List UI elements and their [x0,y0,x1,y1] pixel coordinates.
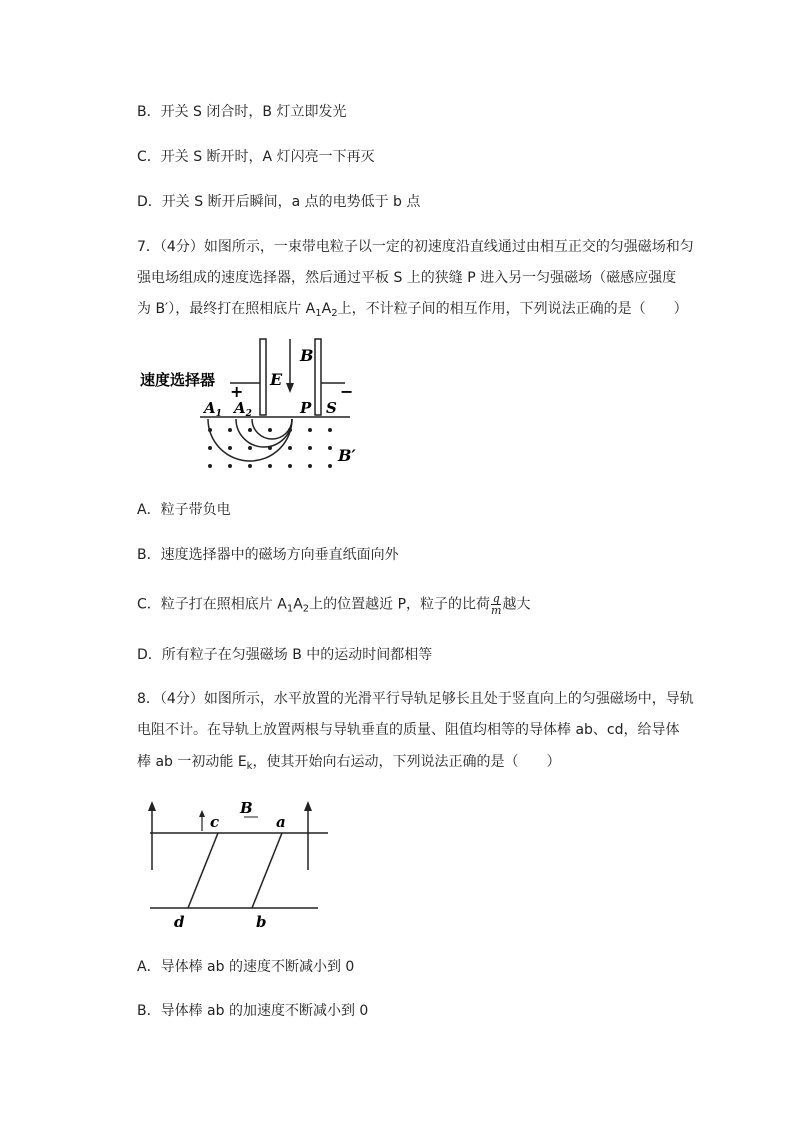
charge-mass-ratio: $\frac{q}{m}$ [491,592,502,617]
q7-option-a: A．粒子带负电 [137,502,231,518]
plus-sign: + [230,382,244,401]
q7-stem-line-3: 为 B′），最终打在照相底片 $A_1A_2$上，不计粒子间的相互作用，下列说法正确的是（ ） [137,301,688,319]
trajectory-large [208,419,292,461]
label-b-rod: b [256,913,267,931]
magnetic-field-dots [208,428,332,468]
minus-sign: − [340,382,354,401]
q6-option-b: B．开关 S 闭合时，B 灯立即发光 [137,104,347,120]
label-d: d [174,913,185,931]
q8-option-b: B．导体棒 ab 的加速度不断减小到 0 [137,1003,369,1019]
label-a: a [276,813,286,831]
label-a1: $A_1$ [204,399,222,419]
velocity-selector-figure [140,335,370,485]
q7-option-d: D．所有粒子在匀强磁场 B 中的运动时间都相等 [137,647,433,663]
label-s: S [326,399,337,417]
label-b-field: B [240,799,253,817]
label-c: c [210,813,220,831]
q8-stem-line-2: 电阻不计。在导轨上放置两根与导轨垂直的质量、阻值均相等的导体棒 ab、cd，给导体 [137,722,680,738]
q8-stem-line-3: 棒 ab 一初动能 $E_k$，使其开始向右运动，下列说法正确的是（ ） [137,754,561,772]
right-plate [315,339,321,415]
q7-stem-line-1: 7．（4分）如图所示，一束带电粒子以一定的初速度沿直线通过由相互正交的匀强磁场和匀 [137,239,694,255]
q7-option-c: C．粒子打在照相底片 $A_1A_2$上的位置越近 P，粒子的比荷 $\frac{q}{m}$ 越大 [137,592,531,617]
label-p: P [300,399,312,417]
q6-option-c: C．开关 S 断开时，A 灯闪亮一下再灭 [137,149,375,165]
label-b-prime: B′ [338,446,356,465]
label-b: B [300,346,314,365]
parallel-rails-figure [140,795,340,935]
rod-cd [188,833,218,908]
q8-stem-line-1: 8．（4分）如图所示，水平放置的光滑平行导轨足够长且处于竖直向上的匀强磁场中，导轨 [137,691,694,707]
label-e: E [270,370,283,389]
trajectory-medium [236,419,292,447]
q6-option-d: D．开关 S 断开后瞬间，a 点的电势低于 b 点 [137,194,421,210]
q7-option-b: B．速度选择器中的磁场方向垂直纸面向外 [137,547,399,563]
figure-title: 速度选择器 [140,371,216,389]
q7-stem-line-2: 强电场组成的速度选择器，然后通过平板 S 上的狭缝 P 进入另一匀强磁场（磁感应强度 [137,270,677,286]
label-a2: $A_2$ [234,399,252,419]
left-plate [260,339,266,415]
rod-ab [252,833,282,908]
q8-option-a: A．导体棒 ab 的速度不断减小到 0 [137,959,355,975]
